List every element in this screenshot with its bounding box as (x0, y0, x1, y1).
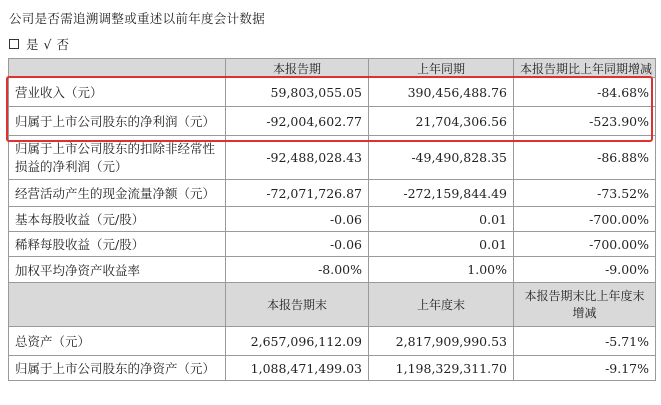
row-label: 基本每股收益（元/股） (9, 207, 226, 232)
cell-prior: 1.00% (369, 257, 514, 283)
cell-prior: 390,456,488.76 (369, 78, 514, 107)
cell-current: -92,004,602.77 (226, 107, 369, 136)
cell-prior: 21,704,306.56 (369, 107, 514, 136)
cell-current: 2,657,096,112.09 (226, 327, 369, 356)
cell-current: -0.06 (226, 232, 369, 257)
table-row (9, 257, 656, 283)
choice-no: 否 (56, 37, 69, 52)
header-prior-year-end: 上年度末 (369, 283, 514, 327)
subheader-blank (9, 283, 226, 327)
cell-current: 1,088,471,499.03 (226, 356, 369, 381)
check-mark: √ (43, 36, 52, 52)
financial-data-table (8, 58, 656, 381)
table-row (9, 327, 656, 356)
cell-change: -86.88% (514, 136, 656, 180)
row-label: 归属于上市公司股东的净资产（元） (9, 356, 226, 381)
cell-prior: 0.01 (369, 207, 514, 232)
header-blank (9, 59, 226, 78)
restatement-choice (9, 35, 69, 53)
row-label: 加权平均净资产收益率 (9, 257, 226, 283)
table-row (9, 356, 656, 381)
cell-current: -8.00% (226, 257, 369, 283)
cell-change: -5.71% (514, 327, 656, 356)
choice-yes: 是 (26, 37, 39, 52)
cell-prior: 0.01 (369, 232, 514, 257)
cell-change: -700.00% (514, 232, 656, 257)
cell-change: -9.17% (514, 356, 656, 381)
table-subheader-row (9, 283, 656, 327)
header-change: 本报告期比上年同期增减 (514, 59, 656, 78)
cell-change: -73.52% (514, 180, 656, 207)
cell-change: -9.00% (514, 257, 656, 283)
row-label: 归属于上市公司股东的净利润（元） (9, 107, 226, 136)
cell-current: 59,803,055.05 (226, 78, 369, 107)
header-prior-period: 上年同期 (369, 59, 514, 78)
cell-change: -700.00% (514, 207, 656, 232)
row-label: 经营活动产生的现金流量净额（元） (9, 180, 226, 207)
cell-current: -0.06 (226, 207, 369, 232)
header-current-period: 本报告期 (226, 59, 369, 78)
row-label: 总资产（元） (9, 327, 226, 356)
cell-current: -72,071,726.87 (226, 180, 369, 207)
table-row (9, 207, 656, 232)
cell-change: -523.90% (514, 107, 656, 136)
table-row (9, 107, 656, 136)
cell-prior: -49,490,828.35 (369, 136, 514, 180)
cell-change: -84.68% (514, 78, 656, 107)
row-label: 稀释每股收益（元/股） (9, 232, 226, 257)
table-header-row (9, 59, 656, 78)
table-row (9, 180, 656, 207)
cell-prior: 2,817,909,990.53 (369, 327, 514, 356)
intro-text: 公司是否需追溯调整或重述以前年度会计数据 (9, 11, 266, 26)
table-row (9, 136, 656, 180)
header-change-since-year-end: 本报告期末比上年度末增减 (514, 283, 656, 327)
cell-prior: 1,198,329,311.70 (369, 356, 514, 381)
row-label: 归属于上市公司股东的扣除非经常性损益的净利润（元） (9, 136, 226, 180)
header-period-end: 本报告期末 (226, 283, 369, 327)
checkbox-icon (9, 39, 19, 49)
table-row (9, 78, 656, 107)
table-row (9, 232, 656, 257)
cell-current: -92,488,028.43 (226, 136, 369, 180)
row-label: 营业收入（元） (9, 78, 226, 107)
cell-prior: -272,159,844.49 (369, 180, 514, 207)
